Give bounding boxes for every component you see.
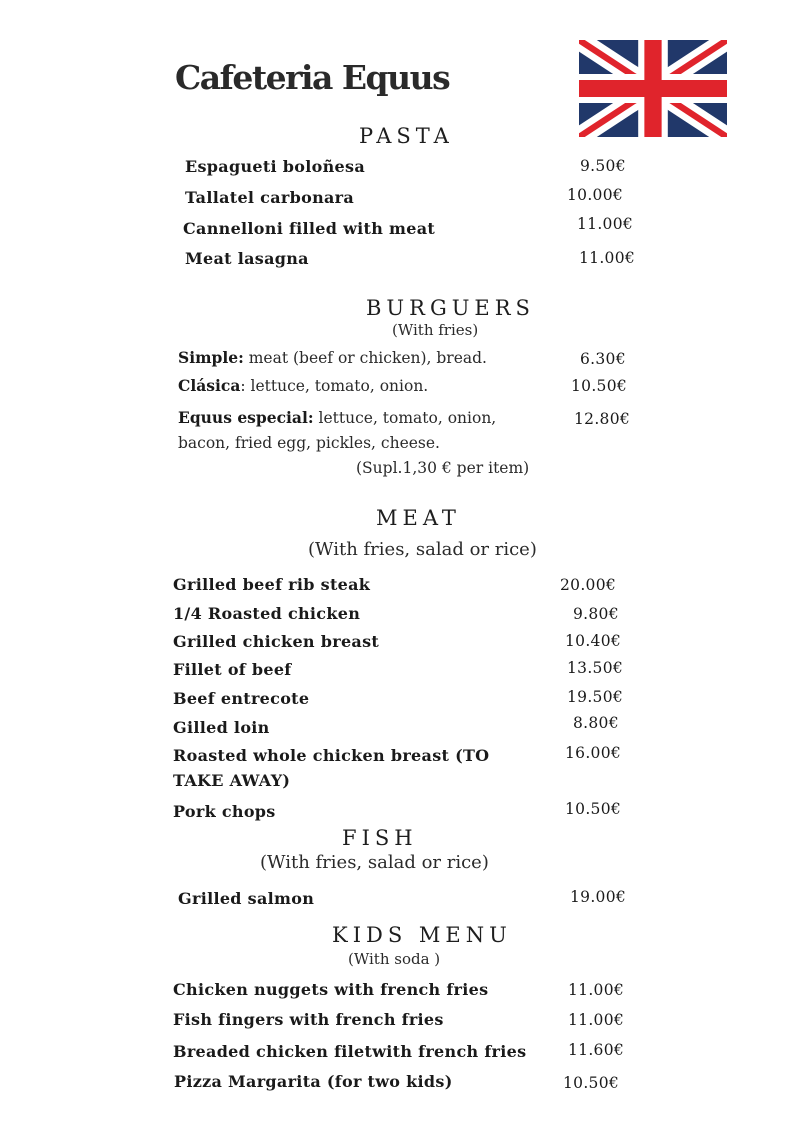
menu-item-price: 19.00€ <box>570 888 627 906</box>
menu-item-name: Grilled salmon <box>178 889 315 908</box>
section-subtitle-meat: (With fries, salad or rice) <box>308 539 537 560</box>
menu-item-price: 11.00€ <box>568 981 625 999</box>
burger-item-desc: lettuce, tomato, onion, bacon, fried egg, pickles, cheese. <box>178 409 497 452</box>
menu-item-name: Fillet of beef <box>173 660 292 679</box>
menu-item-name: Pizza Margarita (for two kids) <box>174 1072 453 1091</box>
menu-item-price: 9.50€ <box>580 157 626 175</box>
menu-item-price: 11.00€ <box>568 1011 625 1029</box>
menu-item-price: 16.00€ <box>565 744 622 762</box>
menu-item-name: 1/4 Roasted chicken <box>173 604 361 623</box>
menu-item-name: Meat lasagna <box>185 249 309 268</box>
burger-item-desc: meat (beef or chicken), bread. <box>243 349 487 367</box>
burger-item-name: Equus especial: <box>178 408 314 427</box>
section-subtitle-fish: (With fries, salad or rice) <box>260 852 489 873</box>
burger-item <box>178 373 558 399</box>
menu-item-name: Grilled chicken breast <box>173 632 380 651</box>
section-subtitle-burgers: (With fries) <box>392 321 479 339</box>
menu-item-price: 19.50€ <box>567 688 624 706</box>
section-subtitle-kids-menu: (With soda ) <box>348 950 441 968</box>
menu-item-name: Breaded chicken filetwith french fries <box>173 1042 527 1061</box>
menu-item-price: 13.50€ <box>567 659 624 677</box>
menu-item-name: Espagueti boloñesa <box>185 157 365 176</box>
menu-item-price: 11.60€ <box>568 1041 625 1059</box>
burger-item-name: Simple: <box>178 348 244 367</box>
section-title-burgers: BURGUERS <box>366 296 535 320</box>
menu-item-name: Gilled loin <box>173 718 270 737</box>
burger-item <box>178 405 533 456</box>
burger-item-desc: : lettuce, tomato, onion. <box>240 377 429 395</box>
menu-item-price: 8.80€ <box>573 714 619 732</box>
menu-item-price: 10.00€ <box>567 186 624 204</box>
menu-item-name: Pork chops <box>173 802 276 821</box>
section-title-fish: FISH <box>342 826 418 850</box>
brand-logo: Cafeteria Equus <box>175 58 450 97</box>
menu-item-price: 20.00€ <box>560 576 617 594</box>
menu-item-price: 11.00€ <box>579 249 636 267</box>
menu-item-name: Grilled beef rib steak <box>173 575 371 594</box>
menu-item-price: 9.80€ <box>573 605 619 623</box>
menu-item-name: Cannelloni filled with meat <box>183 219 436 238</box>
menu-item-price: 10.40€ <box>565 632 622 650</box>
menu-item-price: 12.80€ <box>574 410 631 428</box>
menu-item-name: Beef entrecote <box>173 689 310 708</box>
burger-item-name: Clásica <box>178 376 241 395</box>
section-title-meat: MEAT <box>376 506 461 530</box>
menu-item-price: 10.50€ <box>563 1074 620 1092</box>
menu-item-price: 11.00€ <box>577 215 634 233</box>
burger-supplement-note: (Supl.1,30 € per item) <box>356 459 530 477</box>
menu-item-price: 6.30€ <box>580 350 626 368</box>
union-jack-flag-icon <box>579 40 727 137</box>
menu-item-price: 10.50€ <box>571 377 628 395</box>
menu-item-name: Chicken nuggets with french fries <box>173 980 489 999</box>
menu-item-name: Roasted whole chicken breast (TO TAKE AWAY) <box>173 746 490 790</box>
menu-item-name: Tallatel carbonara <box>185 188 355 207</box>
menu-item-name: Fish fingers with french fries <box>173 1010 444 1029</box>
menu-item-price: 10.50€ <box>565 800 622 818</box>
section-title-kids-menu: KIDS MENU <box>332 923 512 947</box>
section-title-pasta: PASTA <box>359 124 454 148</box>
burger-item <box>178 345 558 371</box>
